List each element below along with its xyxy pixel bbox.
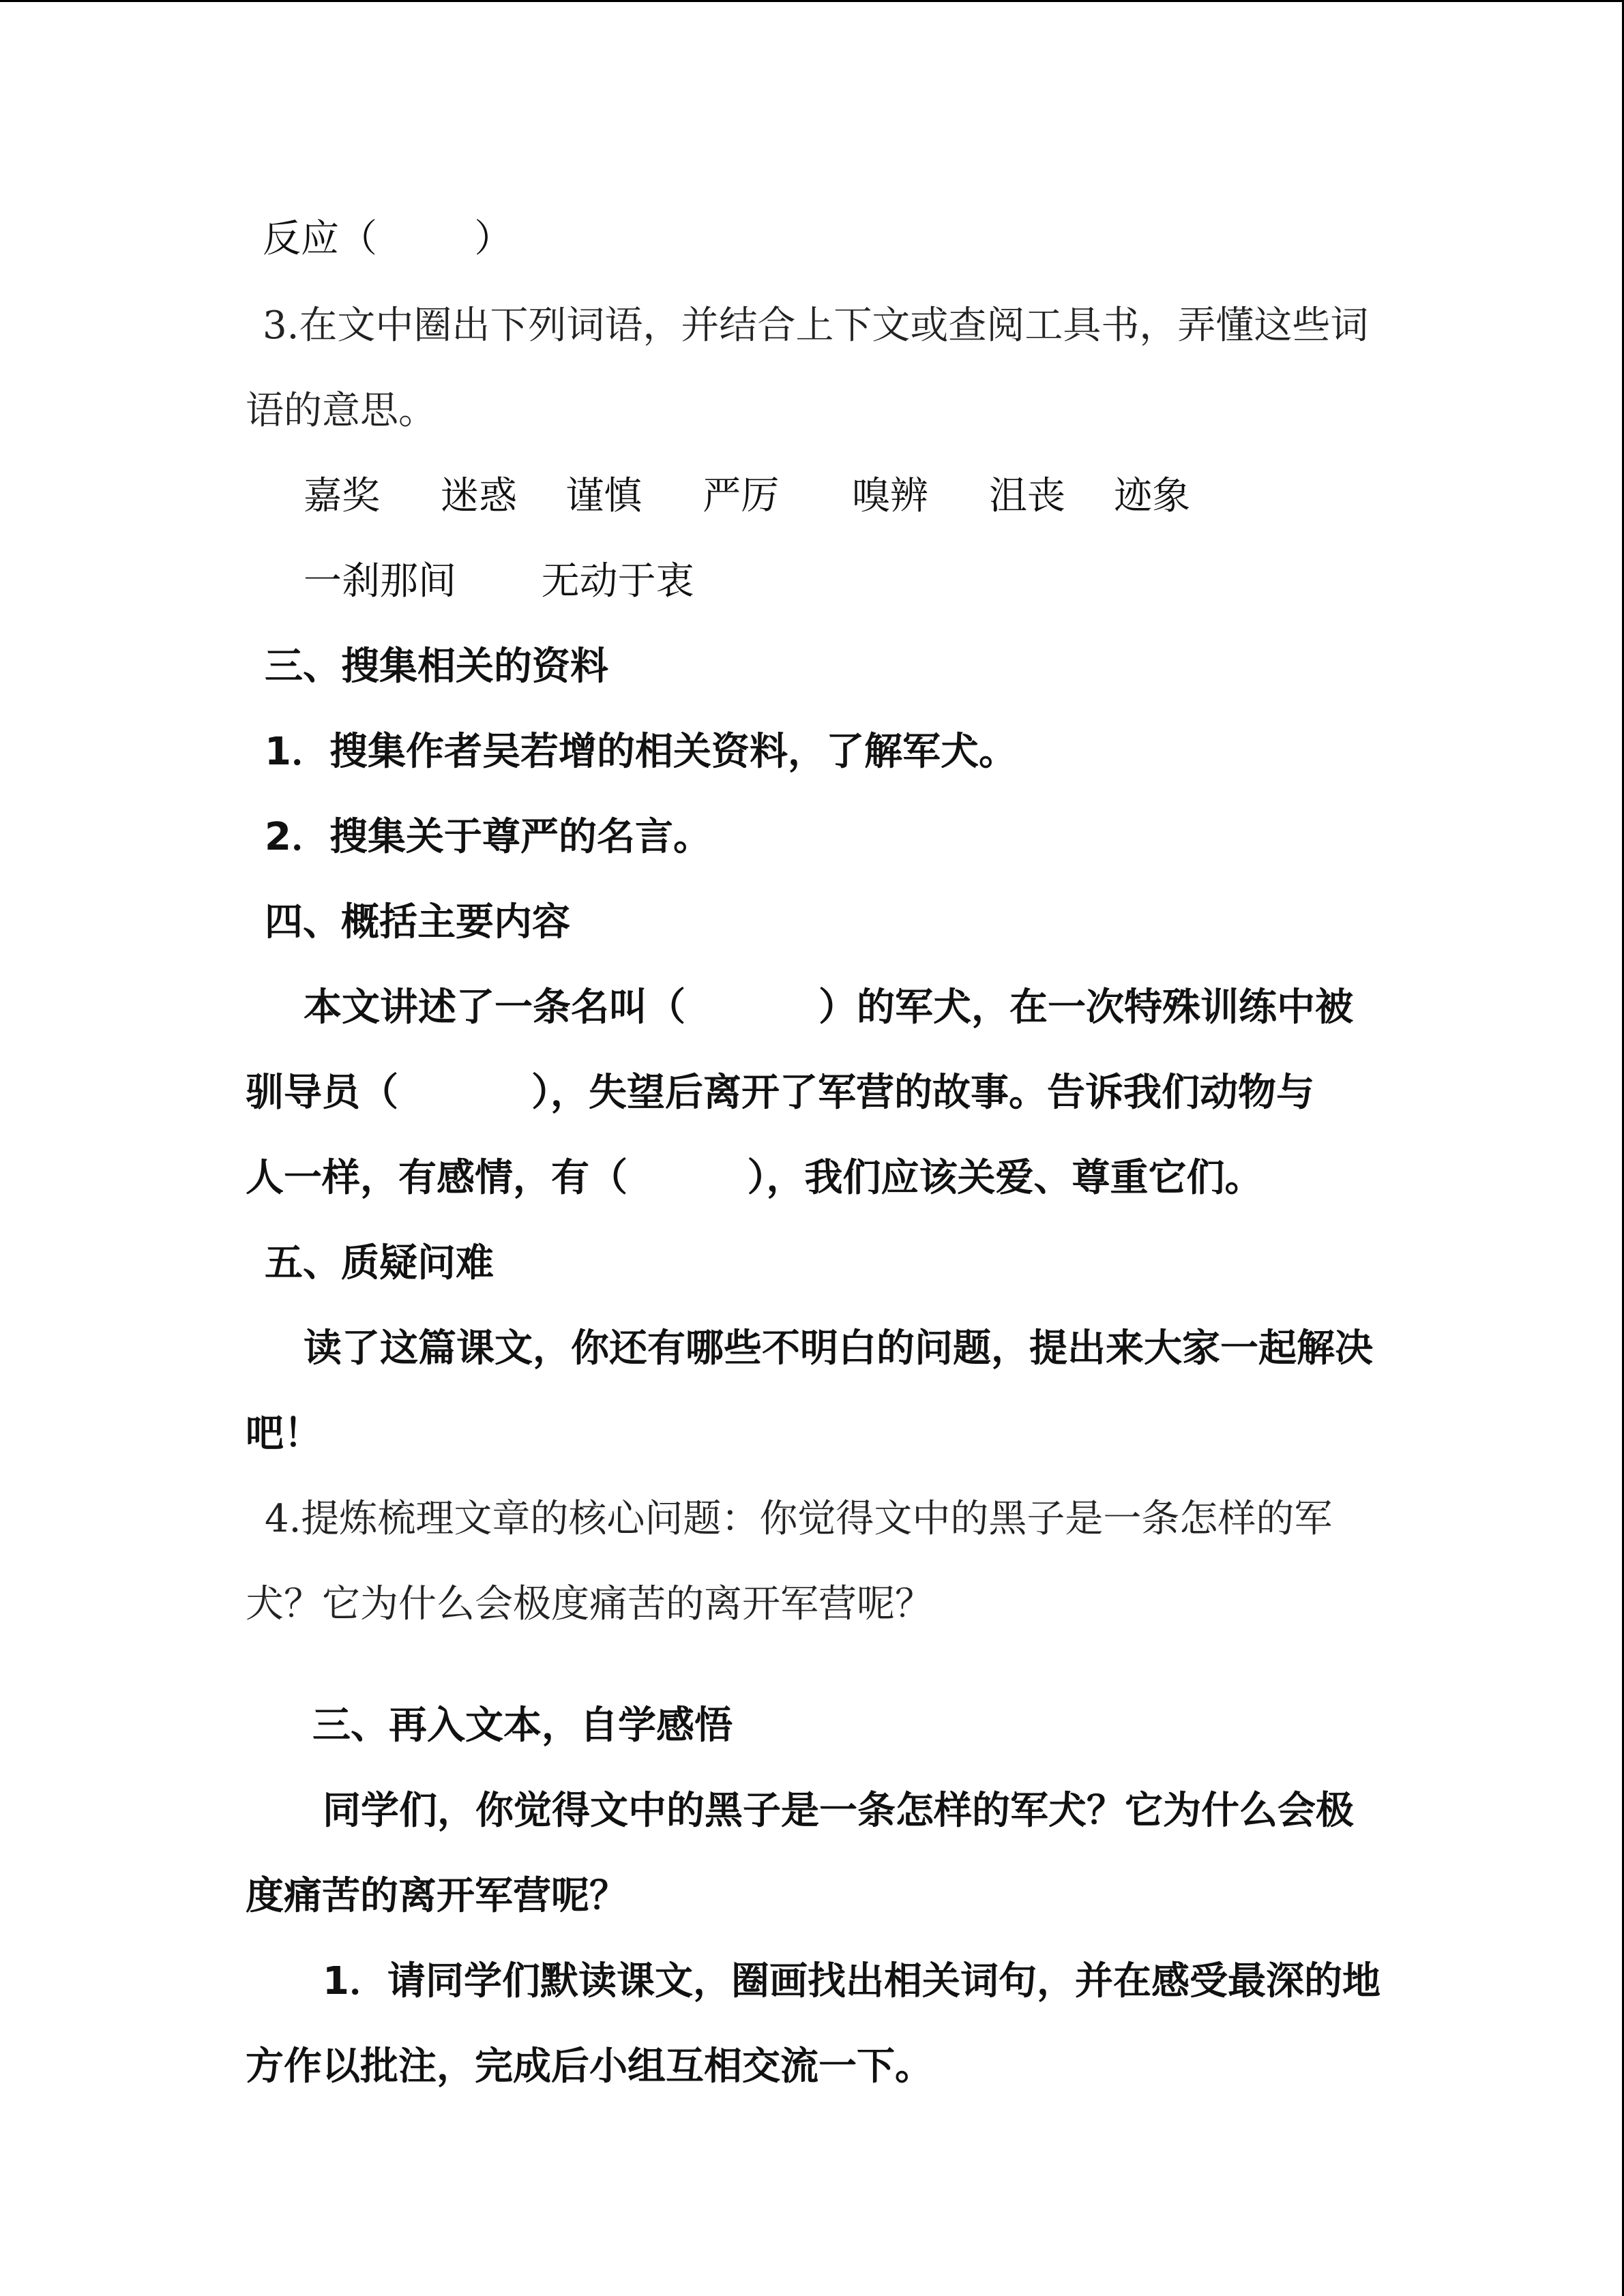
vocabulary-words-row-2: 一刹那间 无动于衷 [304, 559, 694, 603]
instruction-line-1: 1．请同学们默读课文，圈画找出相关词句，并在感受最深的地 [323, 1959, 1381, 2003]
prompt-line-2: 度痛苦的离开军营呢？ [246, 1874, 628, 1918]
list-item-1: 1．搜集作者吴若增的相关资料，了解军犬。 [265, 730, 1017, 774]
section-heading-5: 五、质疑问难 [265, 1241, 494, 1285]
summary-line-2: 驯导员（ ），失望后离开了军营的故事。告诉我们动物与 [246, 1071, 1314, 1115]
instruction-line-2: 方作以批注，完成后小组互相交流一下。 [246, 2044, 933, 2089]
section-heading-3: 三、搜集相关的资料 [265, 644, 608, 689]
list-item-2: 2．搜集关于尊严的名言。 [265, 815, 711, 859]
section-heading-4: 四、概括主要内容 [265, 900, 570, 944]
summary-line-1: 本文讲述了一条名叫（ ）的军犬，在一次特殊训练中被 [304, 985, 1353, 1030]
question-line-1: 读了这篇课文，你还有哪些不明白的问题，提出来大家一起解决 [304, 1326, 1373, 1371]
core-question-line-1: 4.提炼梳理文章的核心问题：你觉得文中的黑子是一条怎样的军 [265, 1497, 1333, 1541]
text-line: 反应（ ） [263, 217, 513, 261]
question-line-2: 吧！ [246, 1412, 322, 1456]
summary-line-3: 人一样，有感情，有（ ），我们应该关爱、尊重它们。 [246, 1156, 1263, 1200]
core-question-line-2: 犬？它为什么会极度痛苦的离开军营呢？ [246, 1582, 933, 1626]
vocabulary-words-row-1: 嘉奖 迷惑 谨慎 严厉 嗅辨 沮丧 迹象 [304, 474, 1191, 518]
question-3-line-1: 3.在文中圈出下列词语，并结合上下文或查阅工具书，弄懂这些词 [263, 303, 1369, 348]
prompt-line-1: 同学们，你觉得文中的黑子是一条怎样的军犬？它为什么会极 [323, 1789, 1354, 1833]
section-heading-reread: 三、再入文本，自学感悟 [312, 1703, 733, 1748]
question-3-line-2: 语的意思。 [246, 389, 437, 433]
